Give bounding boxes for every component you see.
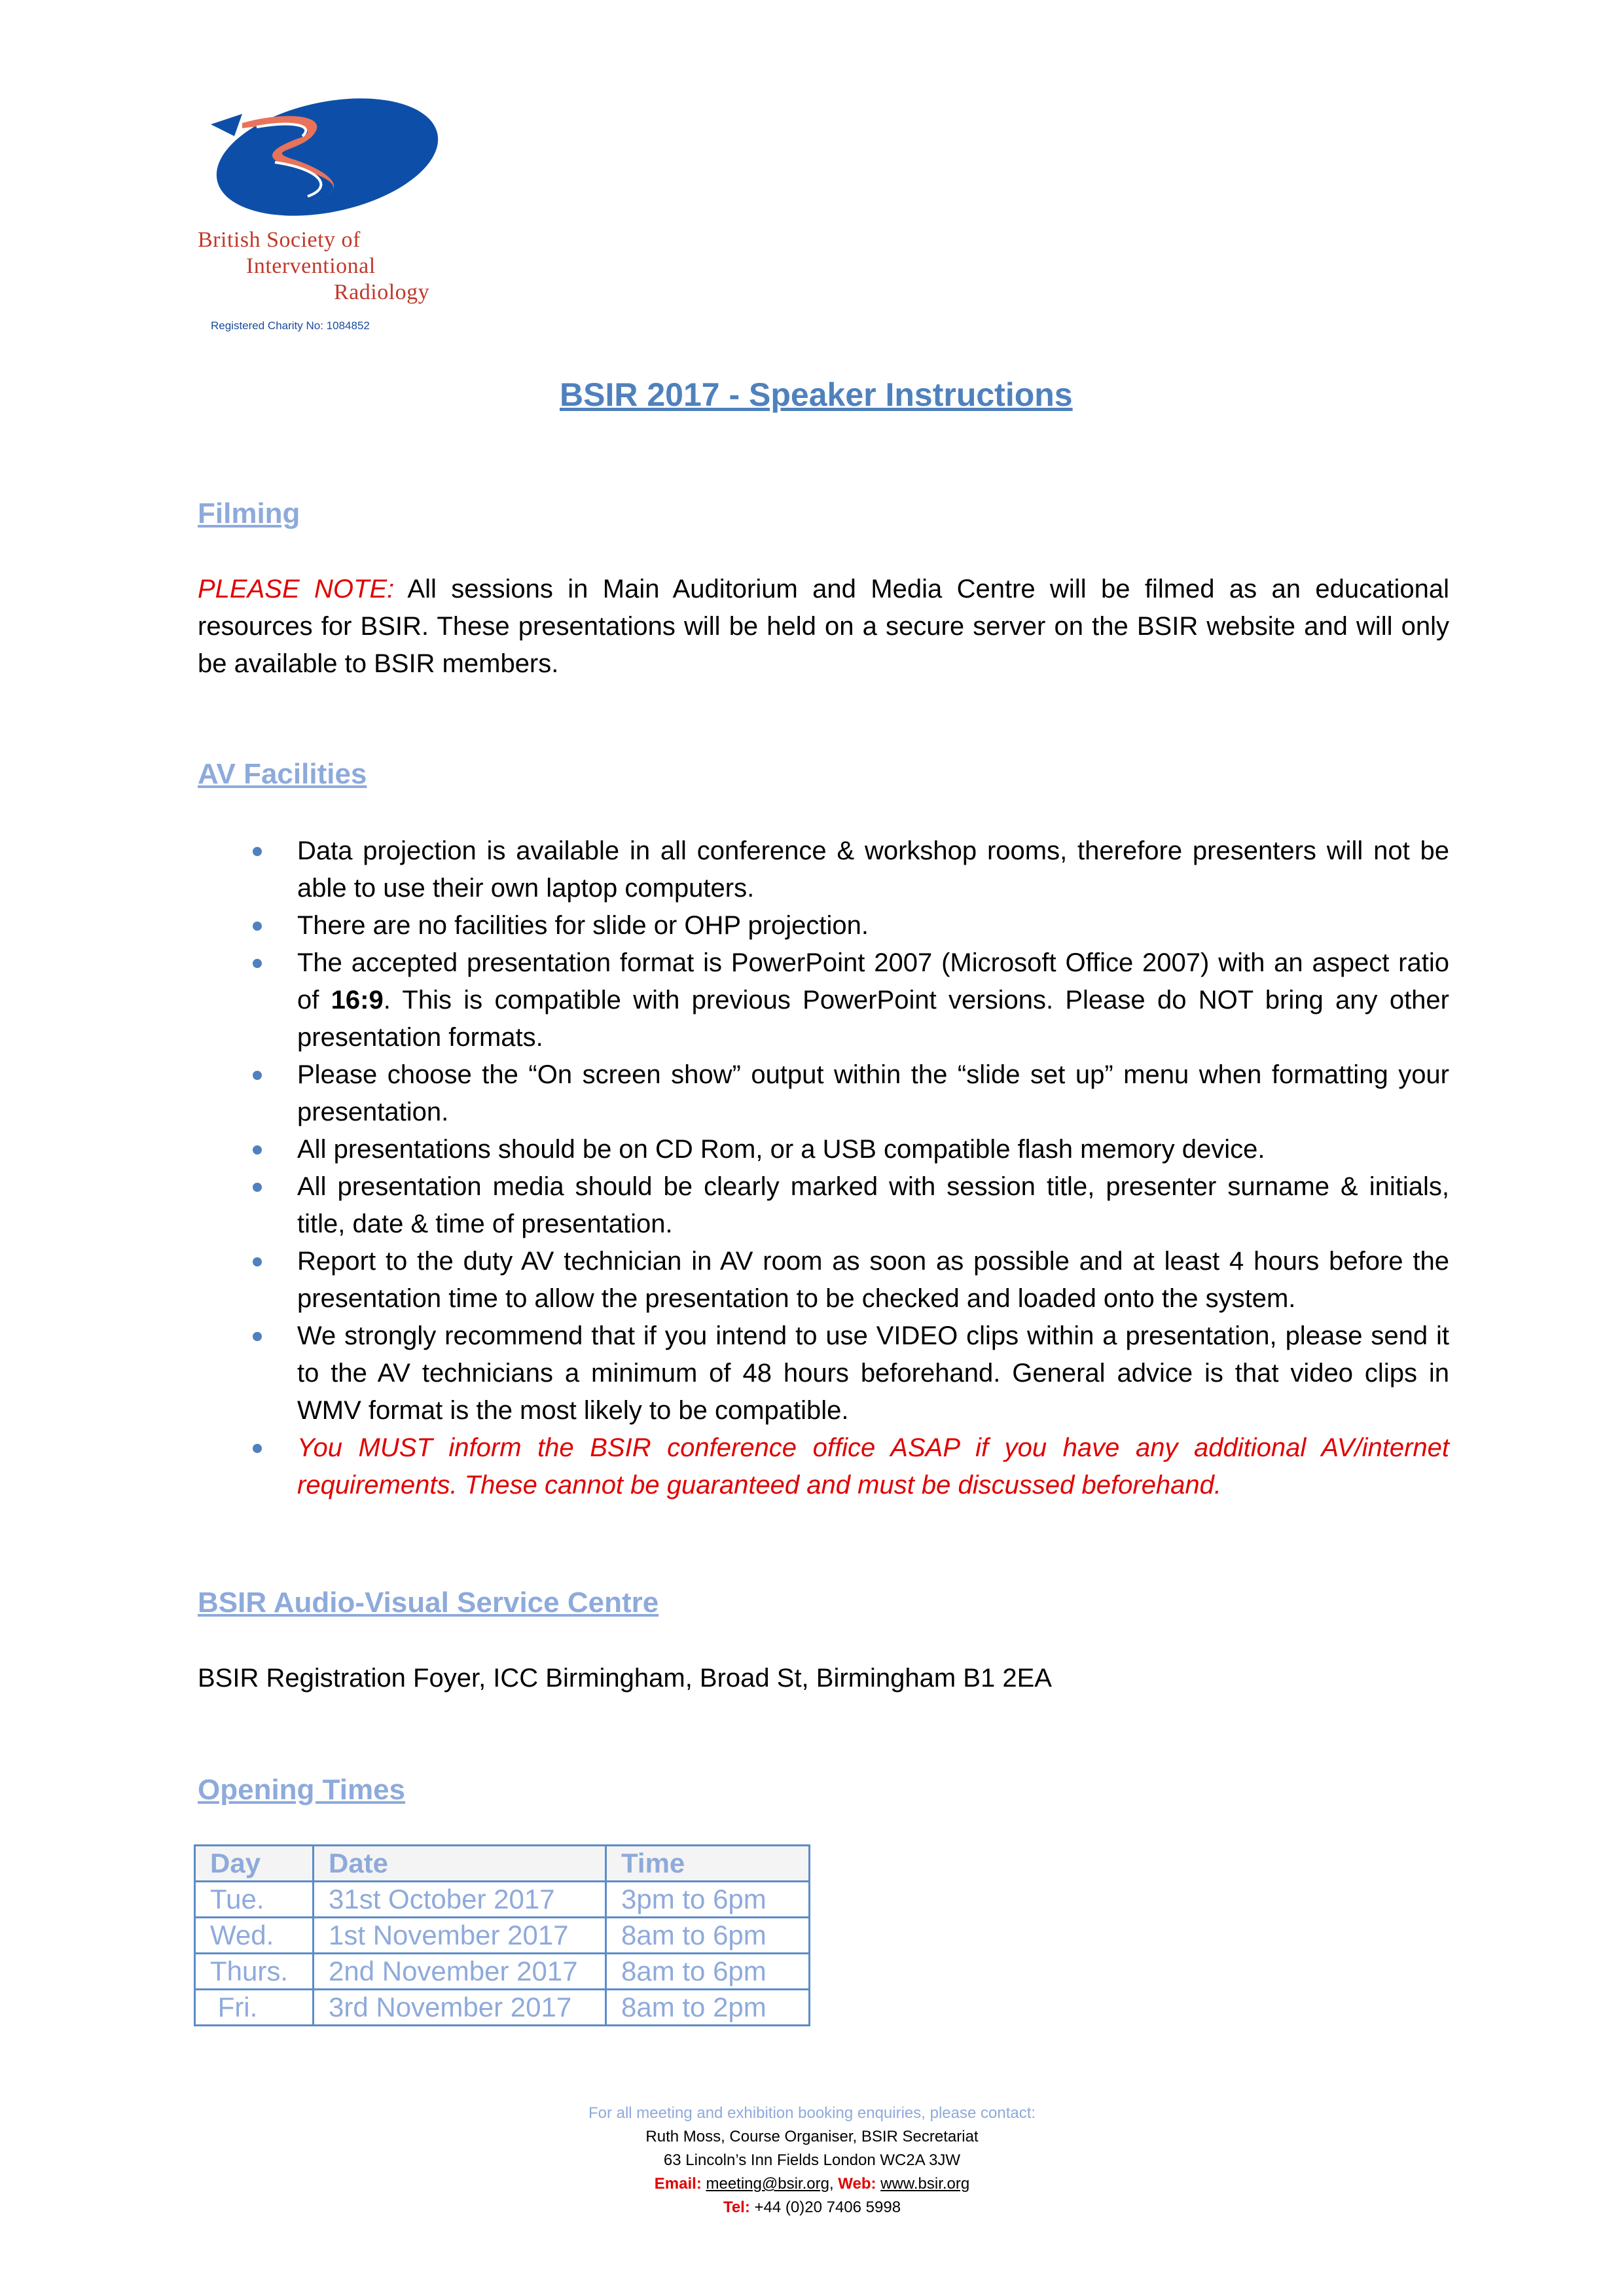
logo-text-line1: British Society of (198, 228, 361, 252)
footer-contact (0, 2102, 1624, 2219)
section-heading-opening-times: Opening Times (198, 1774, 406, 1806)
please-note-label: PLEASE NOTE: (198, 575, 395, 603)
cell-day: Tue. (195, 1882, 314, 1918)
charity-number: Registered Charity No: 1084852 (211, 319, 370, 332)
email-link[interactable]: meeting@bsir.org (706, 2175, 829, 2193)
column-header-date: Date (314, 1846, 606, 1882)
list-item: Report to the duty AV technician in AV room as soon as possible and at least 4 hours before the presentation time to allow the presentation to be checked and loaded onto the system. (198, 1243, 1449, 1318)
table-row (195, 1954, 810, 1990)
logo-text-line3: Radiology (334, 280, 430, 304)
list-item: The accepted presentation format is PowerPoint 2007 (Microsoft Office 2007) with an aspect ratio of 16:9. This is compatible with previous PowerPoint versions. Please do NOT bring any other presentation formats. (198, 944, 1449, 1056)
section-heading-service-centre: BSIR Audio-Visual Service Centre (198, 1587, 659, 1619)
footer-intro: For all meeting and exhibition booking enquiries, please contact: (588, 2104, 1036, 2122)
filming-paragraph (198, 571, 1449, 683)
table-row (195, 1882, 810, 1918)
cell-time: 8am to 2pm (606, 1990, 810, 2026)
footer-tel (0, 2196, 1624, 2219)
service-centre-address: BSIR Registration Foyer, ICC Birmingham, Broad St, Birmingham B1 2EA (198, 1664, 1052, 1693)
cell-date: 3rd November 2017 (314, 1990, 606, 2026)
list-item: Data projection is available in all conference & workshop rooms, therefore presenters will not be able to use their own laptop computers. (198, 833, 1449, 907)
filming-text: All sessions in Main Auditorium and Media Centre will be filmed as an educational resources for BSIR. These presentations will be held on a secure server on the BSIR website and will only be available to BSIR members. (198, 575, 1449, 678)
section-heading-filming: Filming (198, 497, 300, 529)
cell-time: 8am to 6pm (606, 1918, 810, 1954)
footer-email-web: Email: meeting@bsir.org, Web: www.bsir.org (654, 2175, 970, 2193)
cell-day: Fri. (195, 1990, 314, 2026)
tel-label: Tel: (723, 2198, 750, 2216)
web-label: Web: (838, 2175, 876, 2193)
logo-text-line2: Interventional (246, 254, 376, 278)
web-link[interactable]: www.bsir.org (880, 2175, 970, 2193)
list-item: All presentation media should be clearly marked with session title, presenter surname & initials, title, date & time of presentation. (198, 1168, 1449, 1243)
column-header-time: Time (606, 1846, 810, 1882)
email-label: Email: (654, 2175, 702, 2193)
list-item: All presentations should be on CD Rom, or a USB compatible flash memory device. (198, 1131, 1449, 1168)
table-header-row (195, 1846, 810, 1882)
tel-number: +44 (0)20 7406 5998 (754, 2198, 901, 2216)
cell-date: 2nd November 2017 (314, 1954, 606, 1990)
cell-date: 1st November 2017 (314, 1918, 606, 1954)
footer-address: 63 Lincoln’s Inn Fields London WC2A 3JW (663, 2151, 961, 2169)
bsir-logo (196, 97, 452, 339)
cell-time: 3pm to 6pm (606, 1882, 810, 1918)
column-header-day: Day (195, 1846, 314, 1882)
aspect-ratio: 16:9 (331, 986, 384, 1014)
footer-organiser: Ruth Moss, Course Organiser, BSIR Secretariat (645, 2128, 979, 2145)
cell-day: Wed. (195, 1918, 314, 1954)
list-item: Please choose the “On screen show” output within the “slide set up” menu when formatting your presentation. (198, 1056, 1449, 1131)
table-row (195, 1990, 810, 2026)
table-row (195, 1918, 810, 1954)
section-heading-av-facilities: AV Facilities (198, 758, 367, 790)
list-item: There are no facilities for slide or OHP projection. (198, 907, 1449, 944)
page-title: BSIR 2017 - Speaker Instructions (560, 376, 1073, 413)
cell-date: 31st October 2017 (314, 1882, 606, 1918)
bsir-emblem-icon (196, 97, 452, 228)
list-item: We strongly recommend that if you intend to use VIDEO clips within a presentation, please send it to the AV technicians a minimum of 48 hours beforehand. General advice is that video clips in WMV format is the most likely to be compatible. (198, 1318, 1449, 1429)
cell-time: 8am to 6pm (606, 1954, 810, 1990)
av-facilities-list (198, 833, 1449, 1504)
opening-times-table (194, 1844, 810, 2026)
list-item-warning: You MUST inform the BSIR conference office ASAP if you have any additional AV/internet requirements. These cannot be guaranteed and must be discussed beforehand. (198, 1429, 1449, 1504)
cell-day: Thurs. (195, 1954, 314, 1990)
